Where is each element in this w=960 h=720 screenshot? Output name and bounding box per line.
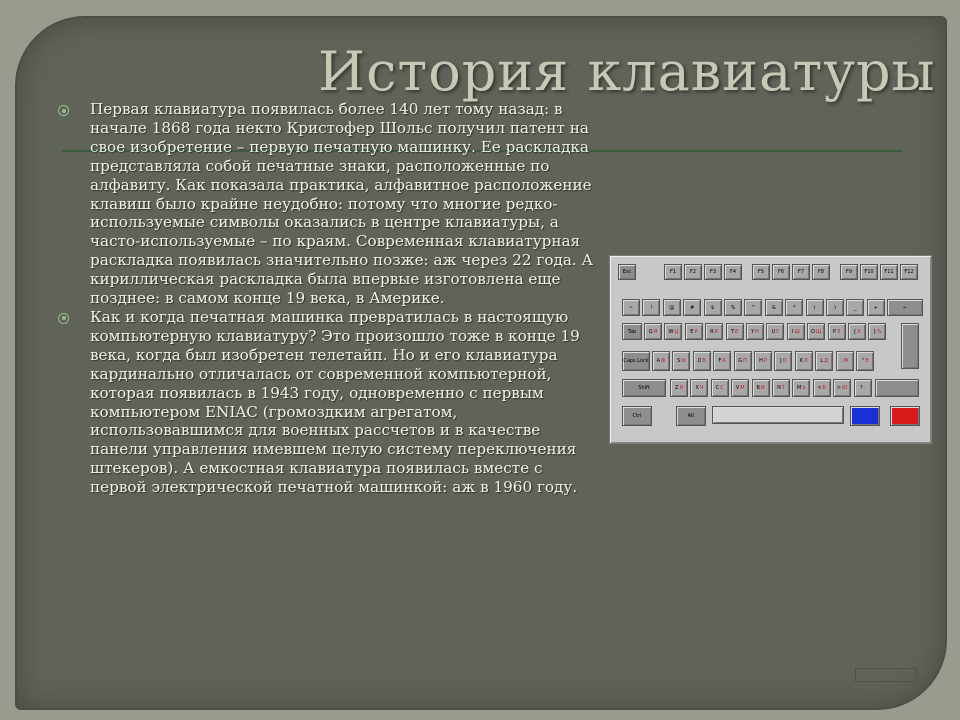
key-shift-row [670,379,688,397]
key-f5 [752,264,770,280]
key-f10 [860,264,878,280]
key-shift-row-cyrillic-label: Б [822,385,827,391]
key-qwerty-row-cyrillic-label: Ц [674,328,679,335]
key-number-row-label: ← [903,304,908,311]
key-qwerty-row-cyrillic-label: З [836,328,841,335]
key-qwerty-row-cyrillic-label: Й [653,328,658,335]
decorative-corner-box [855,668,917,682]
key-shift-row-label: Z [675,385,679,391]
key-alt-label: Alt [687,413,695,419]
key-qwerty-row [705,323,723,340]
key-home-row-label: Caps Lock [623,358,649,364]
key-qwerty-row-label: I [791,328,794,335]
key-home-row-label: H [759,358,763,364]
key-shift-row [711,379,729,397]
key-qwerty-row-cyrillic-label: Е [735,328,739,335]
key-qwerty-row [787,323,805,340]
key-qwerty-row-cyrillic-label: Щ [815,328,822,335]
key-number-row [846,299,864,316]
key-number-row [683,299,701,316]
key-qwerty-row [807,323,825,340]
bullet-text: Как и когда печатная машинка превратилась в настоящую компьютерную клавиатуру? Это произошло тоже в конце 19 века, когда был изобретен телетайп. Но и его клавиатура кардинально отличалась от современной компьютерной, которая появилась в 1943 году, одновременно с первым компьютером ENIAC (громоздким агрегатом, использовавшимся для военных рассчетов и в качестве панели управления имевшем целую систему переключения штекеров). А емкостная клавиатура появилась вместе с первой электрической печатной машинкой: аж в 1960 году. [90,307,580,497]
key-qwerty-row [664,323,682,340]
key-number-row-label: ~ [628,304,634,311]
key-home-row [693,351,711,371]
key-esc-label: Esc [622,269,632,275]
key-f8 [812,264,830,280]
key-shift-row-cyrillic-label: Т [781,385,785,391]
key-ctrl-label: Ctrl [632,413,642,419]
key-shift-row [792,379,810,397]
bullet-item [58,100,603,308]
bullet-text: Первая клавиатура появилась более 140 лет тому назад: в начале 1868 года некто Кристофер Шольс получил патент на свое изобретение – первую печатную машинку. Ее раскладка представляла собой печатные знаки, расположенные по алфавиту. Как показала практика, алфавитное расположение клавиш было крайне неудобно: потому что многие редко-используемые символы оказались в центре клавиатуры, а часто-используемые – по краям. Современная клавиатурная раскладка появилась значительно позже: аж через 22 года. А кириллическая раскладка была впервые изготовлена еще позднее: в самом конце 19 века, в Америке. [90,100,594,308]
key-f3-label: F3 [709,269,717,275]
key-home-row-label: L [820,358,824,364]
bullet-icon [58,105,69,116]
key-shift-row-cyrillic-label: И [760,385,765,391]
key-number-row-label: ! [650,304,653,311]
key-f8-label: F8 [817,269,825,275]
key-shift-row-cyrillic-label: , [863,385,866,391]
key-number-row [887,299,923,316]
key-number-row-label: $ [711,304,715,311]
key-right-shift [875,379,919,397]
key-home-row [622,351,650,371]
key-number-row [785,299,803,316]
key-home-row [713,351,731,371]
key-number-row-label: + [873,304,878,311]
key-qwerty-row [828,323,846,340]
key-qwerty-row [644,323,662,340]
key-blue [850,406,880,426]
key-number-row-label: & [771,304,776,311]
key-shift-row-label: > [836,385,842,391]
key-qwerty-row-cyrillic-label: Г [776,328,780,335]
key-home-row-label: S [677,358,681,364]
key-qwerty-row-label: T [730,328,735,335]
key-shift-row-cyrillic-label: С [720,385,724,391]
key-number-row-label: ) [834,304,836,311]
key-qwerty-row-label: Q [648,328,653,335]
key-qwerty-row-label: { [853,328,857,335]
key-shift-row [622,379,666,397]
key-home-row-cyrillic-label: Ф [661,358,666,364]
key-home-row [734,351,752,371]
key-shift-row-cyrillic-label: Ь [802,385,806,391]
key-f2 [684,264,702,280]
key-number-row [642,299,660,316]
key-qwerty-row-label: O [810,328,815,335]
key-home-row-cyrillic-label: В [702,358,706,364]
key-home-row-cyrillic-label: Ж [843,358,849,364]
key-number-row [744,299,762,316]
key-home-row-label: G [738,358,743,364]
key-shift-row-cyrillic-label: Ч [699,385,704,391]
key-home-row-label: A [656,358,661,364]
key-alt [676,406,706,426]
key-home-row-label: J [780,358,782,364]
key-home-row-cyrillic-label: Д [824,358,829,364]
key-shift-row-label: V [735,385,740,391]
key-shift-row [833,379,851,397]
key-number-row [704,299,722,316]
key-f1 [664,264,682,280]
key-home-row [774,351,792,371]
key-number-row [826,299,844,316]
key-ctrl [622,406,652,426]
key-home-row-label: D [697,358,702,364]
key-home-row [795,351,813,371]
key-esc [618,264,636,280]
key-home-row-label: F [718,358,722,364]
key-qwerty-row-label: } [873,328,877,335]
key-shift-row-label: M [797,385,802,391]
key-home-row-cyrillic-label: Л [804,358,808,364]
key-f4 [724,264,742,280]
bullet-item [58,308,603,497]
key-number-row-label: ^ [751,304,756,311]
key-home-row [754,351,772,371]
key-qwerty-row [726,323,744,340]
key-f12 [900,264,918,280]
key-shift-row-cyrillic-label: Ю [842,385,848,391]
key-shift-row-cyrillic-label: М [740,385,745,391]
key-f7 [792,264,810,280]
key-shift-row-label: < [817,385,822,391]
key-shift-row [772,379,790,397]
key-qwerty-row-cyrillic-label: К [714,328,719,335]
key-shift-row-cyrillic-label: Я [679,385,683,391]
key-number-row [806,299,824,316]
key-number-row-label: * [792,304,796,311]
key-shift-row [813,379,831,397]
key-f3 [704,264,722,280]
key-qwerty-row-label: Y [751,328,755,335]
key-qwerty-row-cyrillic-label: Ш [794,328,800,335]
key-shift-row-label: Shift [638,385,650,391]
key-shift-row [854,379,872,397]
key-home-row [672,351,690,371]
key-f2-label: F2 [689,269,697,275]
key-number-row [663,299,681,316]
key-number-row-label: _ [854,304,857,311]
key-home-row [856,351,874,371]
key-number-row [765,299,783,316]
key-number-row [622,299,640,316]
key-shift-row-label: N [777,385,781,391]
key-shift-row [690,379,708,397]
key-shift-row-label: ? [859,385,863,391]
key-shift-row [731,379,749,397]
key-qwerty-row-label: Tab [627,328,637,335]
key-space [712,406,844,424]
key-qwerty-row-cyrillic-label: У [694,328,698,335]
key-f4-label: F4 [729,269,737,275]
key-home-row-cyrillic-label: О [782,358,787,364]
key-shift-row-label: B [756,385,760,391]
key-qwerty-row-cyrillic-label: Ъ [877,328,882,335]
key-qwerty-row-label: R [710,328,714,335]
key-qwerty-row-label: U [771,328,776,335]
key-number-row-label: @ [669,304,675,311]
key-f6-label: F6 [777,269,785,275]
key-shift-row-label: C [715,385,720,391]
key-f12-label: F12 [904,269,914,275]
key-home-row-cyrillic-label: А [722,358,726,364]
key-shift-row [752,379,770,397]
key-enter [901,323,919,369]
key-home-row-label: K [799,358,804,364]
key-f10-label: F10 [864,269,874,275]
key-home-row-cyrillic-label: П [743,358,747,364]
key-f9 [840,264,858,280]
key-qwerty-row [685,323,703,340]
key-home-row-label: : [840,358,843,364]
key-qwerty-row-cyrillic-label: Н [755,328,759,335]
key-home-row-cyrillic-label: Р [763,358,767,364]
key-home-row [815,351,833,371]
key-qwerty-row [868,323,886,340]
key-home-row-cyrillic-label: Э [864,358,869,364]
bullet-list [58,100,603,497]
key-qwerty-row [622,323,642,340]
key-number-row-label: % [730,304,736,311]
key-qwerty-row [766,323,784,340]
key-qwerty-row [848,323,866,340]
key-qwerty-row-label: P [832,328,836,335]
keyboard-illustration [609,255,932,444]
key-red [890,406,920,426]
key-number-row-label: ( [813,304,816,311]
key-number-row-label: # [690,304,695,311]
key-qwerty-row-cyrillic-label: Х [857,328,861,335]
key-f5-label: F5 [757,269,765,275]
key-f11 [880,264,898,280]
key-qwerty-row-label: E [690,328,694,335]
key-home-row-cyrillic-label: Ы [681,358,686,364]
key-home-row-label: " [861,358,864,364]
key-number-row [724,299,742,316]
key-qwerty-row-label: W [668,328,674,335]
key-f9-label: F9 [845,269,853,275]
key-f1-label: F1 [669,269,677,275]
key-home-row [652,351,670,371]
key-qwerty-row [746,323,764,340]
key-f7-label: F7 [797,269,805,275]
key-shift-row-label: X [695,385,699,391]
key-number-row [867,299,885,316]
key-f6 [772,264,790,280]
bullet-icon [58,313,69,324]
slide-title: История клавиатуры [318,40,936,103]
key-home-row [836,351,854,371]
key-f11-label: F11 [884,269,894,275]
